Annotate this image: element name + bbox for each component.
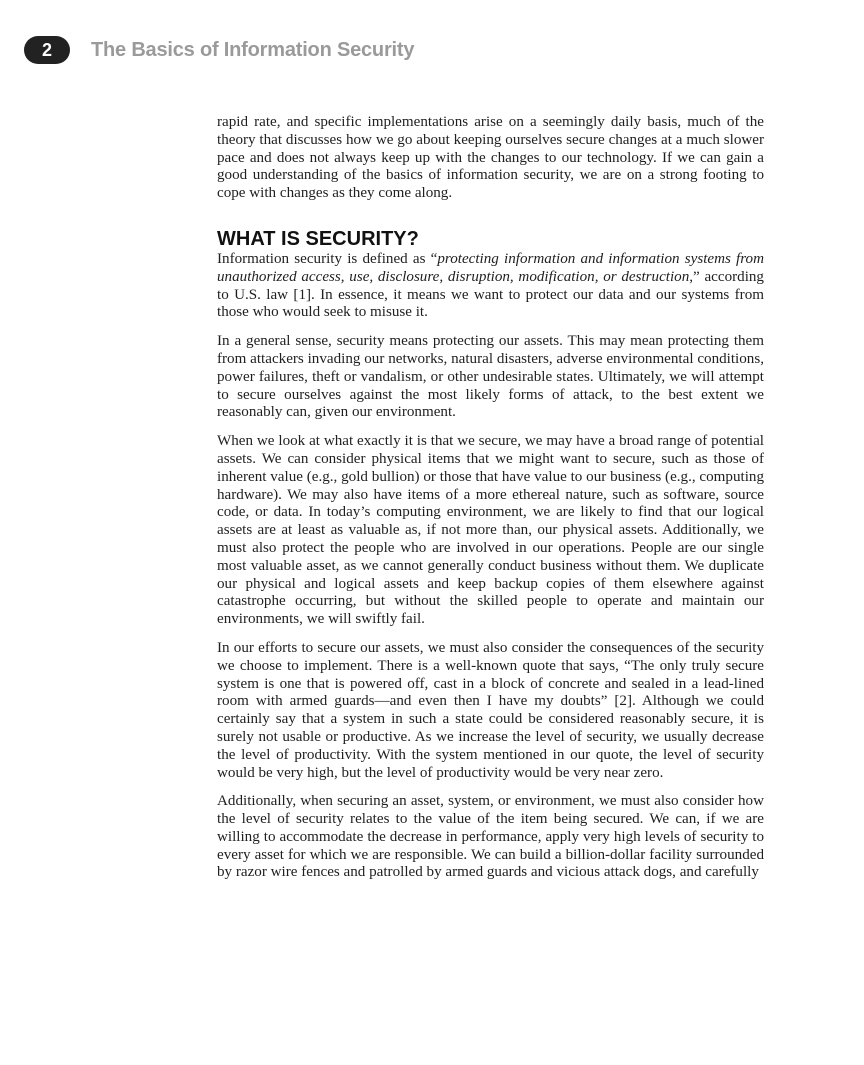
page-number-badge: 2: [24, 36, 70, 64]
paragraph-value: Additionally, when securing an asset, system, or environment, we must also consider how the level of security relates to the value of the item being secured. We can, if we are willing to accommodate the decrease in performance, apply very high levels of security to every asset for which we are responsible. We can build a billion-dollar facility surrounded by razor wire fences and patrolled by armed guards and vicious attack dogs, and carefully: [217, 793, 764, 881]
paragraph-potential-assets: When we look at what exactly it is that we secure, we may have a broad range of potential assets. We can consider physical items that we might want to secure, such as those of inherent value (e.g., gold bullion) or those that have value to our business (e.g., computing hardware). We may also have items of a more ethereal nature, such as software, source code, or data. In today’s computing environment, we are likely to find that our logical assets are at least as valuable as, if not more than, our physical assets. Additionally, we must also protect the people who are involved in our operations. People are our single most valuable asset, as we cannot generally conduct business without them. We duplicate our physical and logical assets and keep backup copies of them elsewhere against catastrophe occurring, but without the skilled people to operate and maintain our environments, we will swiftly fail.: [217, 433, 764, 628]
definition-quote: protecting information and information systems from unauthorized access, use, disclosure, disruption, modification, or destruction: [217, 250, 764, 285]
page-body: [217, 114, 764, 893]
section-heading: WHAT IS SECURITY?: [217, 227, 419, 250]
paragraph-consequences: In our efforts to secure our assets, we must also consider the consequences of the security we choose to implement. There is a well-known quote that says, “The only truly secure system is one that is powered off, cast in a block of concrete and sealed in a lead-lined room with armed guards—and even then I have my doubts” [2]. Although we could certainly say that a system in such a state could be considered reasonably secure, it is surely not usable or productive. As we increase the level of security, we usually decrease the level of productivity. With the system mentioned in our quote, the level of security would be very high, but the level of productivity would be very near zero.: [217, 639, 764, 781]
running-head: [24, 35, 414, 65]
definition-paragraph: [217, 251, 764, 322]
definition-tail: ,” according to U.S. law [1]. In essence, it means we want to protect our data and our systems from those who would seek to misuse it.: [217, 268, 764, 321]
intro-paragraph: rapid rate, and specific implementations arise on a seemingly daily basis, much of the theory that discusses how we go about keeping ourselves secure changes at a much slower pace and does not always keep up with the changes to our technology. If we can gain a good understanding of the basics of information security, we are on a strong footing to cope with changes as they come along.: [217, 114, 764, 202]
paragraph-assets: In a general sense, security means protecting our assets. This may mean protecting them from attackers invading our networks, natural disasters, adverse environmental conditions, power failures, theft or vandalism, or other undesirable states. Ultimately, we will attempt to secure ourselves against the most likely forms of attack, to the best extent we reasonably can, given our environment.: [217, 333, 764, 421]
definition-lead: Information security is defined as “: [217, 250, 438, 267]
book-title: The Basics of Information Security: [91, 38, 415, 61]
